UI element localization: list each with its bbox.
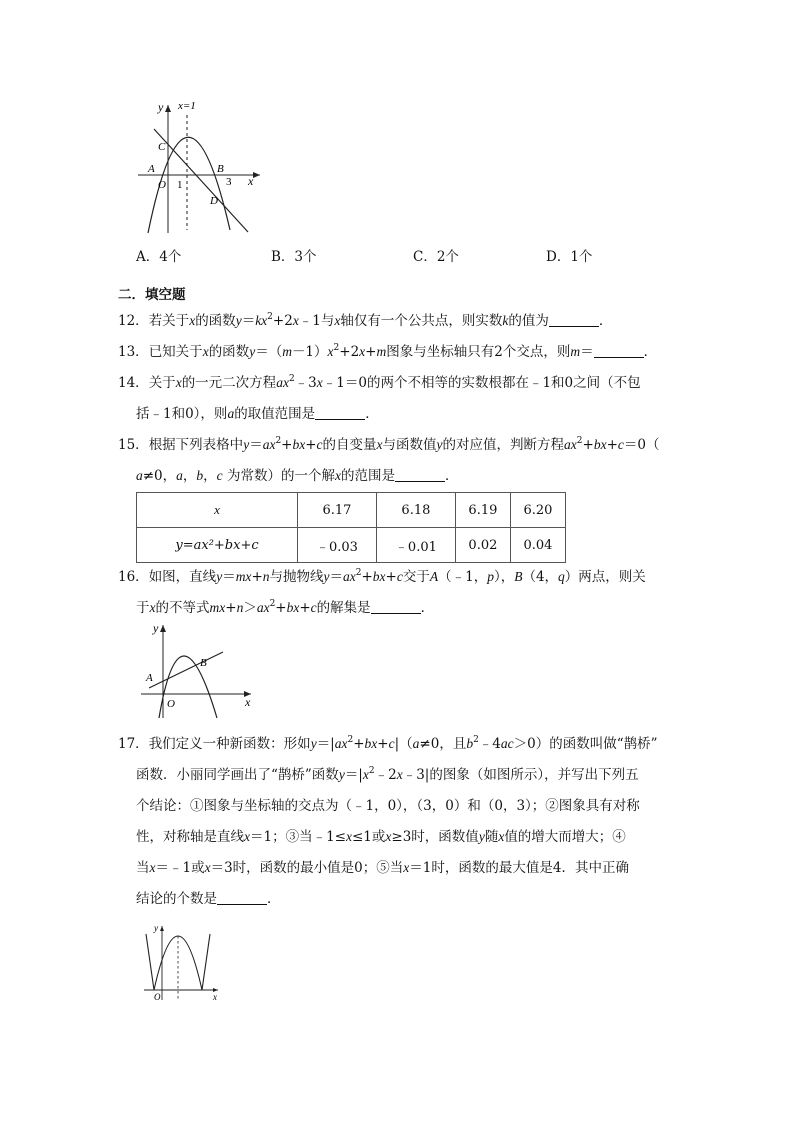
fig3-x-label: x <box>213 992 217 1002</box>
figure-1-graph <box>130 95 270 240</box>
figure-2-graph <box>133 620 258 720</box>
option-b: B．3个 <box>271 249 317 265</box>
fig1-tick-1: 1 <box>177 179 183 191</box>
question-17-line-6: 结论的个数是 ． <box>136 891 281 907</box>
question-16-line-2: 于x的不等式$mx+n>ax^2+bx+c$的解集是 ． <box>136 599 435 616</box>
fig1-x-label: x <box>248 174 254 188</box>
question-17: 17．我们定义一种新函数：形如$y=|ax^2+bx+c|(a\ne 0$，且$b^2﹣4ac>0$）的函数叫做“鹊桥” <box>118 735 658 752</box>
fig1-y-label: y <box>158 100 164 114</box>
answer-blank <box>371 599 421 614</box>
fig1-tick-3: 3 <box>226 176 232 188</box>
question-17-line-4: 性，对称轴是直线x＝1；③当﹣1≤x≤1或x≥3时，函数值y随x值的增大而增大；④ <box>136 829 626 845</box>
question-16: 16．如图，直线y＝mx+n与抛物线$y=ax^2+bx+c$交于A（﹣1，p），B（4，q）两点，则关 <box>118 568 646 585</box>
section-title: 二．填空题 <box>118 287 186 303</box>
fig2-point-a: A <box>146 672 153 684</box>
fig1-line-label: x=1 <box>178 100 196 112</box>
fig1-point-a: A <box>148 163 155 175</box>
table-cell: 0.04 <box>510 528 565 563</box>
answer-blank <box>315 405 365 420</box>
table-row <box>137 493 566 528</box>
table-row <box>137 528 566 563</box>
fig3-y-label: y <box>154 923 158 933</box>
option-c: C．2个 <box>413 249 459 265</box>
question-17-line-2: 函数．小丽同学画出了“鹊桥”函数$y=|x^2﹣2x﹣3|$的图象（如图所示），并写出下列五 <box>136 766 639 783</box>
table-cell: ﹣0.01 <box>376 528 455 563</box>
question-13: 13．已知关于x的函数$y=(m-1)x^2+2x+m$图象与坐标轴只有2个交点，则m＝ ． <box>118 343 658 360</box>
answer-blank <box>549 312 599 327</box>
fig1-point-b: B <box>217 163 224 175</box>
fig2-point-b: B <box>200 657 207 669</box>
question-15: 15．根据下列表格中$y=ax^2+bx+c$的自变量x与函数值y的对应值，判断方程$ax^2+bx+c=0$（ <box>118 436 660 453</box>
fig1-point-d: D <box>210 195 218 207</box>
table-header-y: y=ax²+bx+c <box>137 528 298 563</box>
table-header-x: x <box>137 493 298 528</box>
fig1-point-c: C <box>158 141 166 153</box>
question-17-line-5: 当x＝﹣1或x＝3时，函数的最小值是0；⑤当x＝1时，函数的最大值是4．其中正确 <box>136 860 629 876</box>
fig2-origin: O <box>167 698 175 710</box>
option-d: D．1个 <box>546 249 593 265</box>
answer-blank <box>217 890 267 905</box>
fig2-x-label: x <box>245 695 251 709</box>
question-14-line-2: 括﹣1和0），则a的取值范围是 ． <box>136 406 379 422</box>
question-17-line-3: 个结论：①图象与坐标轴的交点为（﹣1，0），（3，0）和（0，3）；②图象具有对称 <box>136 798 640 814</box>
answer-blank <box>594 343 644 358</box>
fig3-origin: O <box>154 992 161 1002</box>
question-15-line-2: a≠0，a，b，c 为常数）的一个解x的范围是 ． <box>136 468 459 484</box>
table-cell: 6.19 <box>455 493 510 528</box>
table-cell: 6.20 <box>510 493 565 528</box>
question-12: 12．若关于x的函数$y=kx^2+2x﹣1$与x轴仅有一个公共点，则实数k的值为 ． <box>118 312 613 329</box>
option-a: A．4个 <box>136 249 182 265</box>
table-cell: 0.02 <box>455 528 510 563</box>
figure-3-graph <box>140 918 225 1003</box>
value-table <box>136 492 566 563</box>
fig2-y-label: y <box>153 621 159 635</box>
answer-blank <box>395 467 445 482</box>
table-cell: ﹣0.03 <box>298 528 377 563</box>
question-14: 14．关于x的一元二次方程$ax^2﹣3x﹣1=0$的两个不相等的实数根都在﹣1和0之间（不包 <box>118 374 641 391</box>
table-cell: 6.17 <box>298 493 377 528</box>
fig1-origin: O <box>158 179 166 191</box>
table-cell: 6.18 <box>376 493 455 528</box>
